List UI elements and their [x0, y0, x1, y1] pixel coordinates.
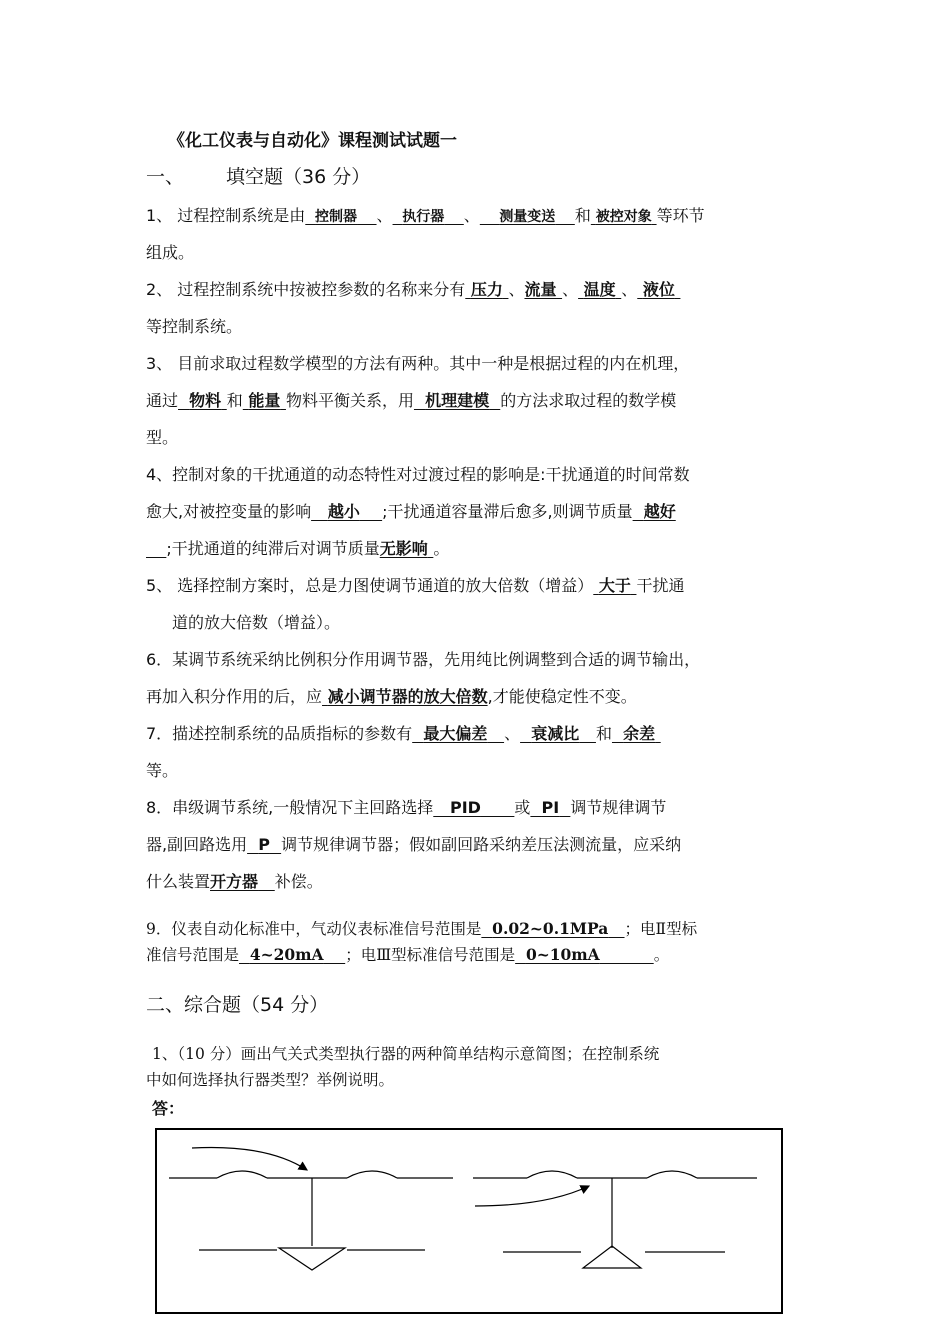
question-7-line-1: 7．描述控制系统的品质指标的参数有 最大偏差 、 衰减比 和 余差 — [146, 721, 661, 744]
answer-blank-continued — [146, 539, 166, 558]
section-1-heading — [146, 162, 370, 189]
page-title: 《化工仪表与自动化》课程测试试题一 — [168, 131, 457, 151]
answer-blank: 能量 — [248, 391, 281, 410]
question-5-line-2: 道的放大倍数（增益）。 — [172, 613, 341, 632]
composite-question-1-line-1: 1、（10 分）画出气关式类型执行器的两种简单结构示意简图；在控制系统 — [152, 1045, 660, 1063]
answer-blank: 越好 — [643, 502, 676, 521]
answer-blank: PI — [541, 798, 560, 817]
question-5-line-1: 5、 选择控制方案时，总是力图使调节通道的放大倍数（增益） 大于 干扰通 — [146, 576, 685, 595]
section-2-heading: 二、综合题（54 分） — [146, 994, 329, 1016]
answer-blank: 压力 — [470, 280, 503, 299]
actuator-diagram — [155, 1128, 783, 1314]
answer-blank: P — [258, 835, 270, 854]
question-4-line-1: 4、控制对象的干扰通道的动态特性对过渡过程的影响是:干扰通道的时间常数 — [146, 465, 690, 484]
answer-blank: 机理建模 — [425, 391, 490, 410]
answer-blank: 越小 — [327, 502, 360, 521]
question-1-line-2: 组成。 — [146, 243, 195, 262]
answer-label: 答： — [152, 1099, 185, 1118]
question-text: 1、 过程控制系统是由 — [146, 206, 306, 225]
answer-blank: 开方器 — [210, 872, 259, 891]
answer-blank: 被控对象 — [595, 209, 652, 225]
answer-blank: 减小调节器的放大倍数 — [327, 687, 488, 706]
question-2-line-2: 等控制系统。 — [146, 317, 243, 336]
section-1-title: 填空题（36 分） — [226, 166, 371, 188]
answer-blank: 无影响 — [379, 539, 428, 558]
question-6-line-2: 再加入积分作用的后，应 减小调节器的放大倍数,才能使稳定性不变。 — [146, 687, 637, 706]
answer-blank: 液位 — [642, 280, 675, 299]
answer-blank: 流量 — [524, 280, 557, 299]
question-4-line-3: ;干扰通道的纯滞后对调节质量无影响 。 — [146, 536, 449, 559]
question-4-line-2: 愈大,对被控变量的影响 越小 ;干扰通道容量滞后愈多,则调节质量 越好 — [146, 502, 676, 521]
answer-blank: 测量变送 — [499, 209, 556, 225]
section-1-number: 一、 — [146, 166, 185, 188]
answer-blank: 控制器 — [315, 209, 358, 225]
answer-blank: 0~10mA — [525, 945, 600, 964]
question-7-line-2: 等。 — [146, 761, 179, 780]
actuator-diagram-drawing — [157, 1130, 785, 1316]
question-3-line-2: 通过 物料 和 能量 物料平衡关系，用 机理建模 的方法求取过程的数学模 — [146, 391, 677, 410]
answer-blank: 衰减比 — [531, 724, 580, 743]
question-3-line-3: 型。 — [146, 428, 179, 447]
answer-blank: 余差 — [623, 724, 656, 743]
question-2-line-1: 2、 过程控制系统中按被控参数的名称来分有 压力 、流量 、 温度 、 液位 — [146, 277, 680, 300]
question-6-line-1: 6．某调节系统采纳比例积分作用调节器，先用纯比例调整到合适的调节输出， — [146, 650, 701, 669]
answer-blank: 物料 — [189, 391, 222, 410]
answer-blank: 温度 — [583, 280, 616, 299]
answer-blank: 执行器 — [402, 209, 445, 225]
answer-blank: 最大偏差 — [423, 724, 488, 743]
question-9-line-2: 准信号范围是 4~20mA ；电Ⅲ型标准信号范围是 0~10mA 。 — [146, 945, 670, 964]
right-actuator — [473, 1171, 757, 1268]
answer-blank: 0.02~0.1MPa — [492, 919, 609, 938]
answer-blank: 大于 — [598, 576, 631, 595]
answer-blank: 4~20mA — [249, 945, 324, 964]
question-8-line-3: 什么装置开方器 补偿。 — [146, 872, 323, 891]
composite-question-1-line-2: 中如何选择执行器类型？举例说明。 — [146, 1071, 395, 1089]
question-text: 等环节 — [656, 206, 705, 225]
question-1-line-1: 1、 过程控制系统是由 控制器 、 执行器 、 测量变送 和 被控对象 等环节 — [146, 206, 705, 225]
question-8-line-2: 器,副回路选用 P 调节规律调节器；假如副回路采纳差压法测流量，应采纳 — [146, 835, 682, 854]
question-8-line-1: 8．串级调节系统,一般情况下主回路选择 PID 或 PI 调节规律调节 — [146, 798, 667, 817]
question-9-line-1: 9．仪表自动化标准中，气动仪表标准信号范围是 0.02~0.1MPa ；电Ⅱ型标 — [146, 919, 698, 938]
question-3-line-1: 3、 目前求取过程数学模型的方法有两种。其中一种是根据过程的内在机理， — [146, 354, 690, 373]
answer-blank: PID — [450, 798, 481, 817]
left-actuator — [169, 1147, 453, 1270]
